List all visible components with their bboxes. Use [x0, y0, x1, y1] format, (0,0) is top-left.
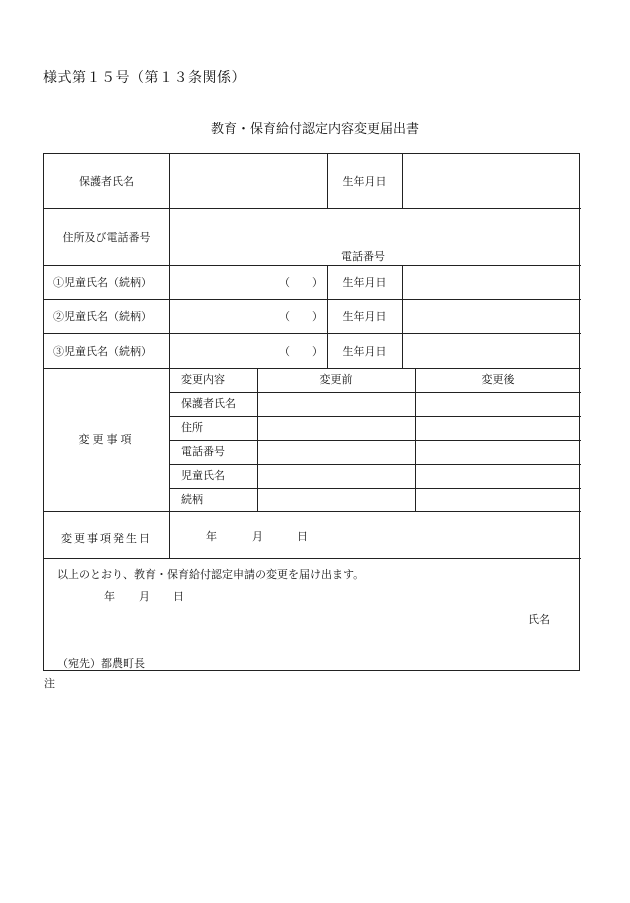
child-3-birthdate-label: 生年月日	[342, 345, 387, 358]
declaration-text: 以上のとおり、教育・保育給付認定申請の変更を届け出ます。	[57, 568, 365, 581]
change-section-label: 変更事項	[78, 433, 135, 446]
change-before-field[interactable]	[258, 465, 414, 487]
change-header-after: 変更後	[481, 373, 515, 386]
change-before-field[interactable]	[258, 441, 414, 463]
change-item-label: 続柄	[181, 493, 203, 506]
change-item-label: 電話番号	[181, 445, 225, 458]
declaration-month-label: 月	[139, 590, 150, 603]
occurrence-day-label: 日	[297, 530, 308, 543]
row-divider	[44, 368, 581, 369]
guardian-name-label: 保護者氏名	[79, 175, 134, 188]
child-1-birthdate-field[interactable]	[403, 266, 580, 298]
declaration-day-label: 日	[173, 590, 184, 603]
form-number: 様式第１５号（第１３条関係）	[43, 70, 246, 86]
address-phone-field[interactable]	[170, 209, 580, 264]
child-2-relation-paren: （ ）	[279, 310, 323, 323]
form-table	[43, 153, 580, 671]
change-after-field[interactable]	[416, 417, 580, 439]
occurrence-date-field[interactable]	[170, 512, 580, 557]
guardian-birthdate-field[interactable]	[403, 155, 580, 207]
child-1-name-field[interactable]	[170, 266, 326, 298]
child-1-birthdate-label: 生年月日	[342, 276, 387, 289]
child-2-birthdate-label: 生年月日	[342, 310, 387, 323]
child-1-relation-paren: （ ）	[279, 276, 323, 289]
guardian-name-field[interactable]	[170, 155, 326, 207]
child-3-relation-paren: （ ）	[279, 345, 323, 358]
child-2-birthdate-field[interactable]	[403, 300, 580, 332]
change-after-field[interactable]	[416, 393, 580, 415]
change-before-field[interactable]	[258, 393, 414, 415]
change-before-field[interactable]	[258, 417, 414, 439]
phone-label: 電話番号	[341, 250, 385, 263]
change-item-label: 児童氏名	[181, 469, 225, 482]
change-header-before: 変更前	[319, 373, 353, 386]
change-after-field[interactable]	[416, 441, 580, 463]
occurrence-month-label: 月	[252, 530, 263, 543]
change-header-item: 変更内容	[181, 373, 225, 386]
occurrence-year-label: 年	[206, 530, 217, 543]
change-before-field[interactable]	[258, 489, 414, 510]
child-1-name-label: ①児童氏名（続柄）	[53, 276, 152, 289]
change-after-field[interactable]	[416, 489, 580, 510]
change-after-field[interactable]	[416, 465, 580, 487]
row-divider	[44, 558, 581, 559]
document-title: 教育・保育給付認定内容変更届出書	[210, 122, 419, 137]
child-2-name-field[interactable]	[170, 300, 326, 332]
guardian-birthdate-label: 生年月日	[342, 175, 387, 188]
address-phone-label: 住所及び電話番号	[62, 231, 151, 244]
child-3-birthdate-field[interactable]	[403, 334, 580, 367]
occurrence-date-label: 変更事項発生日	[61, 532, 152, 545]
note-label: 注	[44, 677, 55, 690]
signature-name-label: 氏名	[528, 613, 550, 626]
child-2-name-label: ②児童氏名（続柄）	[53, 310, 152, 323]
col-divider	[169, 368, 170, 511]
child-3-name-field[interactable]	[170, 334, 326, 367]
child-3-name-label: ③児童氏名（続柄）	[53, 345, 152, 358]
change-item-label: 保護者氏名	[181, 397, 236, 410]
change-item-label: 住所	[181, 421, 203, 434]
addressee: （宛先）都農町長	[57, 657, 145, 670]
declaration-year-label: 年	[104, 590, 115, 603]
